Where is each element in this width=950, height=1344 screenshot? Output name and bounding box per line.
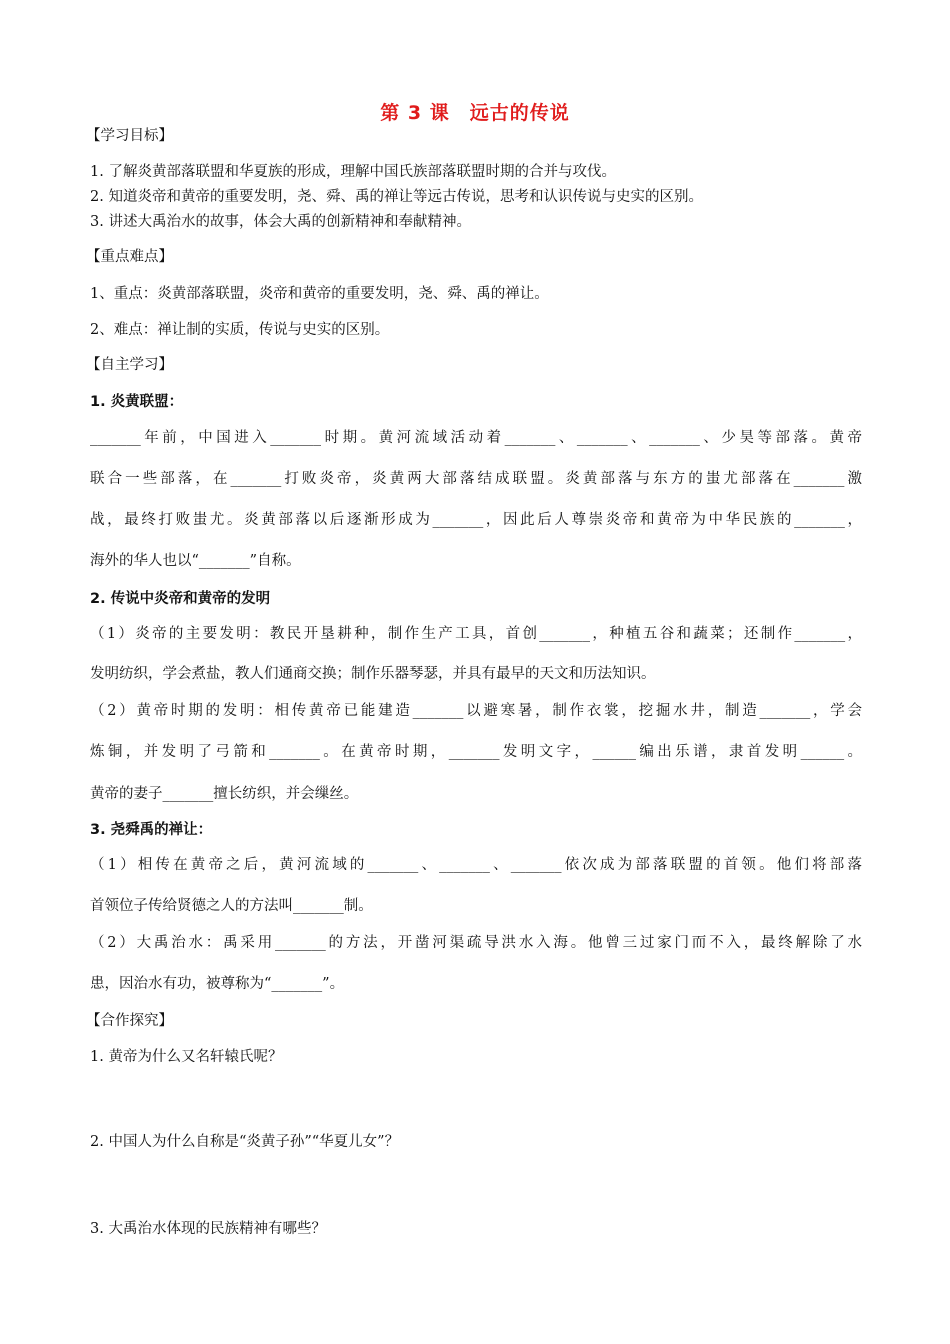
question-3-title: 3. 尧舜禹的禅让： <box>90 822 213 838</box>
question-3-line-4: 患，因治水有功，被尊称为“_______”。 <box>90 976 345 992</box>
goal-item-2: 2. 知道炎帝和黄帝的重要发明，尧、舜、禹的禅让等远古传说，思考和认识传说与史实的区别。 <box>90 189 703 205</box>
key-points-header: 【重点难点】 <box>86 249 173 265</box>
question-2-title: 2. 传说中炎帝和黄帝的发明 <box>90 591 271 607</box>
cooperation-question-1: 1. 黄帝为什么又名轩辕氏呢？ <box>90 1049 283 1065</box>
goals-header: 【学习目标】 <box>86 128 173 144</box>
question-1-line-2: 联合一些部落，在_______打败炎帝，炎黄两大部落结成联盟。炎黄部落与东方的蚩尤部落在_______激 <box>90 471 862 487</box>
self-study-header: 【自主学习】 <box>86 357 173 373</box>
cooperation-question-2: 2. 中国人为什么自称是“炎黄子孙”“华夏儿女”？ <box>90 1134 400 1150</box>
question-1-line-3: 战，最终打败蚩尤。炎黄部落以后逐渐形成为_______，因此后人尊崇炎帝和黄帝为中华民族的_______， <box>90 512 862 528</box>
question-2-line-2: 发明纺织，学会煮盐，教人们通商交换；制作乐器琴瑟，并具有最早的天文和历法知识。 <box>90 666 656 682</box>
key-point-2: 2、难点：禅让制的实质，传说与史实的区别。 <box>90 322 390 338</box>
goal-item-3: 3. 讲述大禹治水的故事，体会大禹的创新精神和奉献精神。 <box>90 214 471 230</box>
question-1-title: 1. 炎黄联盟： <box>90 394 184 410</box>
question-2-line-4: 炼铜，并发明了弓箭和_______。在黄帝时期，_______发明文字，______编出乐谱，隶首发明______。 <box>90 744 862 760</box>
question-2-line-3: （2）黄帝时期的发明：相传黄帝已能建造_______以避寒暑，制作衣裳，挖掘水井，制造_______，学会 <box>90 703 862 719</box>
key-point-1: 1、重点：炎黄部落联盟，炎帝和黄帝的重要发明，尧、舜、禹的禅让。 <box>90 286 549 302</box>
question-2-line-5: 黄帝的妻子_______擅长纺织，并会缫丝。 <box>90 786 359 802</box>
cooperation-header: 【合作探究】 <box>86 1013 173 1029</box>
question-2-line-1: （1）炎帝的主要发明：教民开垦耕种，制作生产工具，首创_______，种植五谷和蔬菜；还制作_______， <box>90 626 862 642</box>
question-1-line-4: 海外的华人也以“_______”自称。 <box>90 553 301 569</box>
cooperation-question-3: 3. 大禹治水体现的民族精神有哪些？ <box>90 1221 326 1237</box>
goal-item-1: 1. 了解炎黄部落联盟和华夏族的形成，理解中国氏族部落联盟时期的合并与攻伐。 <box>90 164 616 180</box>
question-3-line-3: （2）大禹治水：禹采用_______的方法，开凿河渠疏导洪水入海。他曾三过家门而不入，最终解除了水 <box>90 935 862 951</box>
page-title: 第 3 课 远古的传说 <box>380 102 570 124</box>
question-1-line-1: _______年前，中国进入_______时期。黄河流域活动着_______、_______、_______、少昊等部落。黄帝 <box>90 430 862 446</box>
question-3-line-1: （1）相传在黄帝之后，黄河流域的_______、_______、_______依次成为部落联盟的首领。他们将部落 <box>90 857 862 873</box>
question-3-line-2: 首领位子传给贤德之人的方法叫_______制。 <box>90 898 373 914</box>
